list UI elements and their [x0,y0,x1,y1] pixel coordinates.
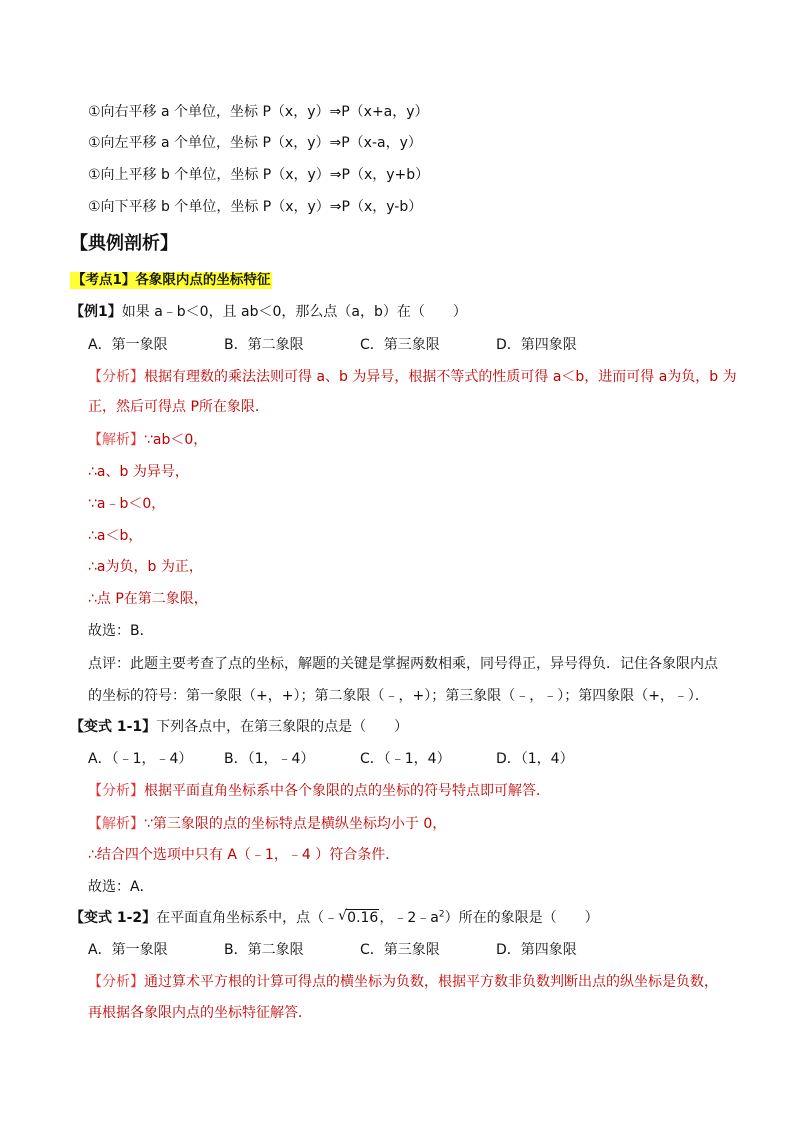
example1-analysis-2: 正，然后可得点 P所在象限． [88,399,269,415]
example1-step-1: ∴a、b 为异号， [88,464,189,480]
kaodian-label: 【考点1】各象限内点的坐标特征 [72,272,271,288]
variant1-option-c: C．（﹣1，4） [360,751,451,767]
variant2-analysis-1: 【分析】通过算术平方根的计算可得点的横坐标为负数，根据平方数非负数判断出点的纵坐标是负数， [88,974,718,990]
example1-label: 【例1】 [70,304,122,320]
variant1-solution-2: ∴结合四个选项中只有 A（﹣1，﹣4 ）符合条件． [88,847,400,863]
sqrt-expression: √ 0.16 [338,908,379,926]
variant1-analysis-label: 【分析】 [88,783,144,799]
example1-step-2: ∵a﹣b＜0， [88,496,166,512]
variant2-analysis-2: 再根据各象限内点的坐标特征解答． [88,1005,312,1021]
variant1-option-b: B．（1，﹣4） [224,751,315,767]
variant1-option-d: D．（1，4） [496,751,574,767]
rule-left: ①向左平移 a 个单位，坐标 P（x，y）⇒P（x-a，y） [88,135,422,151]
rule-right: ①向右平移 a 个单位，坐标 P（x，y）⇒P（x+a，y） [88,104,429,120]
example1-option-a: A．第一象限 [88,337,168,353]
example1-option-c: C．第三象限 [360,337,440,353]
rule-down: ①向下平移 b 个单位，坐标 P（x，y）⇒P（x，y-b） [88,199,423,215]
example1-comment-1: 点评：此题主要考查了点的坐标，解题的关键是掌握两数相乘，同号得正，异号得负．记住各象限内点 [88,656,718,672]
example1-solution-1: 【解析】∵ab＜0， [88,432,208,448]
example1-question-text: 如果 a﹣b＜0，且 ab＜0，那么点（a，b）在（ ） [121,304,467,320]
variant2-question: 【变式 1-2】在平面直角坐标系中，点（﹣ √ 0.16，$﹣2﹣a^2$）所在的象限是（ ） [70,908,599,926]
variant1-solution-1: 【解析】∵第三象限的点的坐标特点是横纵坐标均小于 0， [88,816,447,832]
example1-option-d: D．第四象限 [496,337,577,353]
variant2-option-c: C．第三象限 [360,942,440,958]
example1-analysis-label: 【分析】 [88,369,144,385]
variant2-option-d: D．第四象限 [496,942,577,958]
variant2-label: 【变式 1-2】 [70,910,157,926]
example1-step-4: ∴a为负，b 为正， [88,559,203,575]
example1-step-3: ∴a＜b， [88,528,143,544]
variant1-label: 【变式 1-1】 [70,719,157,735]
example1-solution-label: 【解析】 [88,432,144,448]
variant2-option-a: A．第一象限 [88,942,168,958]
variant1-analysis: 【分析】根据平面直角坐标系中各个象限的点的坐标的符号特点即可解答． [88,783,550,799]
variant2-option-b: B．第二象限 [224,942,304,958]
section-title: 【典例剖析】 [70,233,178,254]
variant1-option-a: A．（﹣1，﹣4） [88,751,193,767]
variant1-solution-label: 【解析】 [88,816,144,832]
variant2-analysis-label: 【分析】 [88,974,144,990]
variant1-question: 【变式 1-1】下列各点中，在第三象限的点是（ ） [70,719,409,735]
rule-up: ①向上平移 b 个单位，坐标 P（x，y）⇒P（x，y+b） [88,167,430,183]
example1-answer: 故选：B． [88,623,154,639]
example1-option-b: B．第二象限 [224,337,304,353]
example1-analysis-1: 【分析】根据有理数的乘法法则可得 a、b 为异号，根据不等式的性质可得 a＜b，进而可得 a为负，b 为 [88,369,737,385]
variant1-answer: 故选：A． [88,879,154,895]
example1-question [70,303,467,321]
example1-comment-2: 的坐标的符号：第一象限（+，+）；第二象限（﹣，+）；第三象限（﹣，﹣）；第四象限（+，﹣）． [88,688,709,704]
example1-step-5: ∴点 P在第二象限， [88,591,208,607]
